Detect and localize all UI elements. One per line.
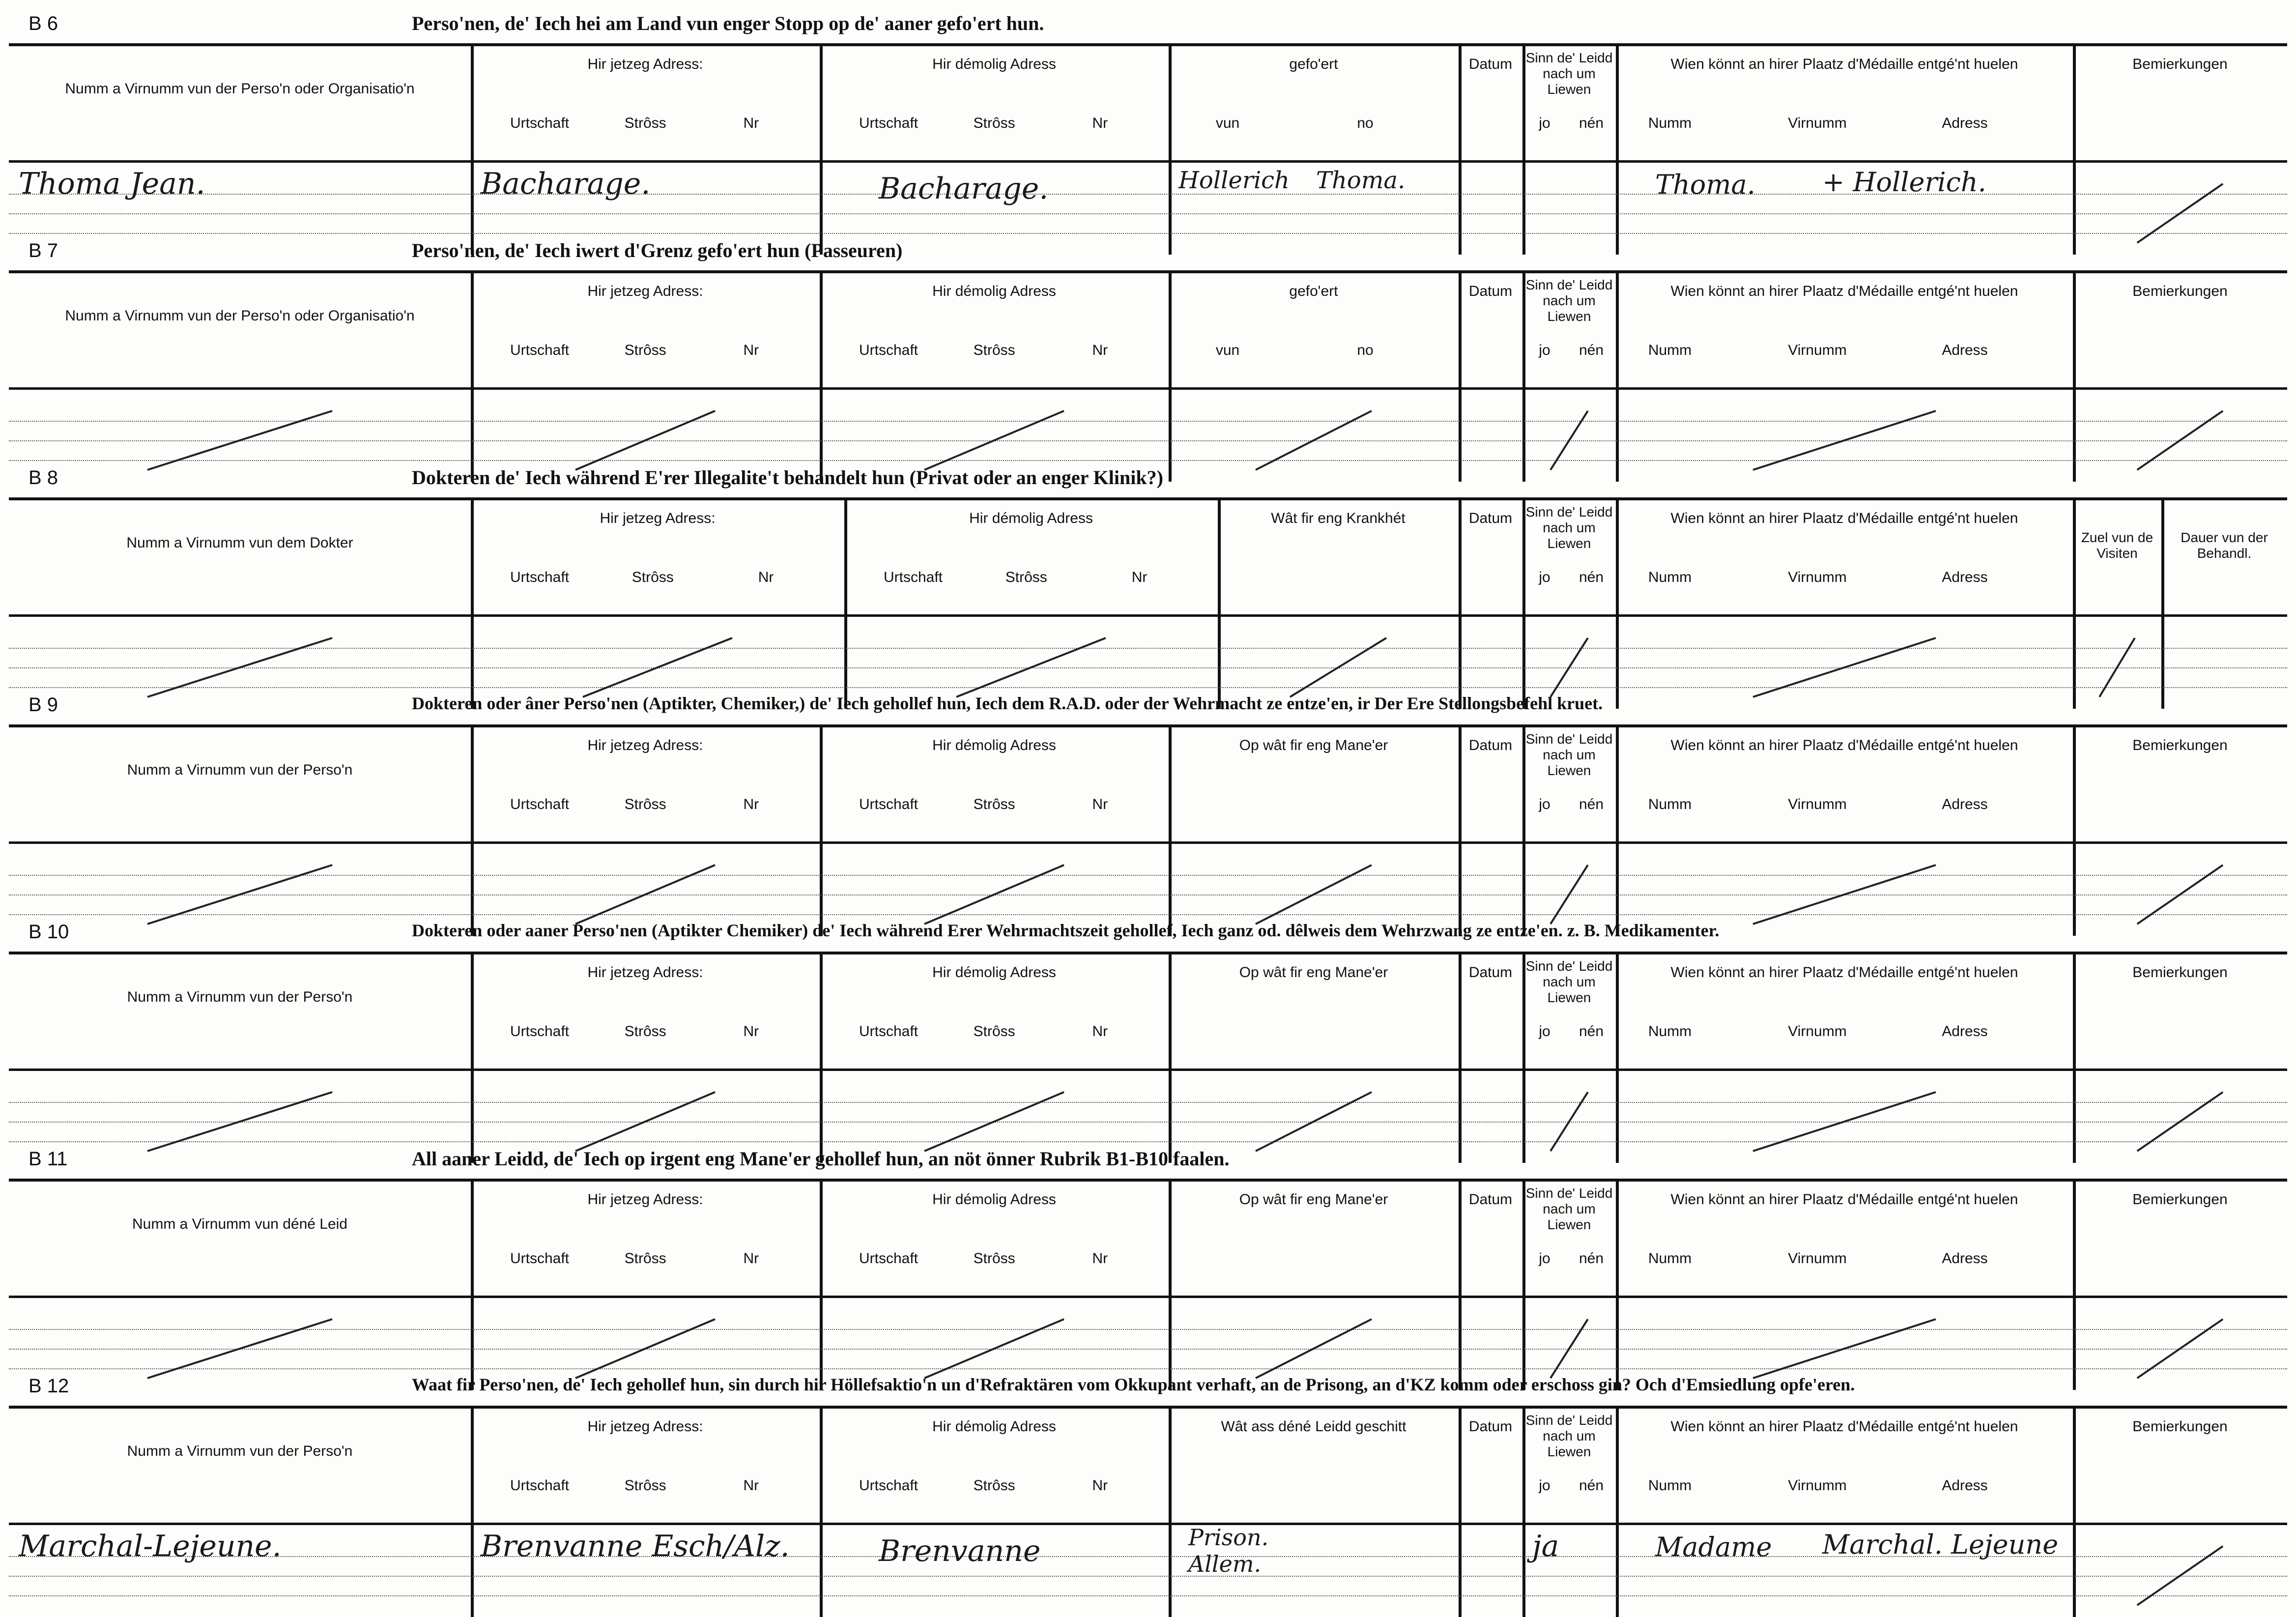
- address-sub-nr: Nr: [758, 569, 774, 585]
- column-alive: Sinn de' Leidd nach um Liewen: [1525, 504, 1613, 551]
- address-sub-nr: Nr: [743, 342, 759, 358]
- alive-yes: jo: [1539, 1250, 1550, 1267]
- cancel-stroke: [147, 638, 332, 697]
- cancel-stroke: [2137, 184, 2223, 243]
- section-title: Waat fir Perso'nen, de' Iech gehollef hun, sin durch hir Höllefsaktio'n un d'Refraktären vom Okkupant verhaft, an de Prisong, an d'KZ komm oder erschoss gin? Och d'Emsiedlung opfe'eren.: [412, 1375, 1855, 1394]
- cancel-stroke: [924, 411, 1064, 470]
- alive-yes: jo: [1539, 115, 1550, 131]
- address-sub-strôss: Strôss: [624, 1023, 666, 1040]
- section-title: All aaner Leidd, de' Iech op irgent eng Mane'er gehollef hun, an nöt önner Rubrik B1-B10 faalen.: [412, 1148, 1230, 1170]
- cancel-stroke: [1753, 865, 1936, 924]
- cancel-stroke: [956, 638, 1106, 697]
- column-former-address: Hir démolig Adress: [932, 283, 1056, 299]
- sub-from: vun: [1215, 115, 1240, 131]
- section-title-bar: [9, 462, 2287, 500]
- section-b12: [9, 1370, 2287, 1597]
- column-former-address: Hir démolig Adress: [932, 56, 1056, 72]
- column-former-address: Hir démolig Adress: [932, 1191, 1056, 1208]
- cancel-stroke: [583, 638, 732, 697]
- address-sub-strôss: Strôss: [624, 1250, 666, 1267]
- cancel-stroke: [924, 865, 1064, 924]
- section-title: Perso'nen, de' Iech hei am Land vun enger Stopp op de' aaner gefo'ert hun.: [412, 12, 1044, 34]
- section-b9: [9, 689, 2287, 916]
- column-alive: Sinn de' Leidd nach um Liewen: [1525, 50, 1613, 97]
- column-person: Numm a Virnumm vun dem Dokter: [126, 535, 353, 551]
- column-alive: Sinn de' Leidd nach um Liewen: [1525, 277, 1613, 324]
- alive-no: nén: [1578, 342, 1604, 358]
- medal-sub-virnumm: Virnumm: [1788, 796, 1847, 812]
- medal-sub-adress: Adress: [1942, 1250, 1988, 1267]
- column-current-address: Hir jetzeg Adress:: [587, 1191, 703, 1208]
- column-person: Numm a Virnumm vun der Perso'n oder Organisatio'n: [65, 81, 415, 97]
- cancel-strokes: [9, 500, 2287, 709]
- medal-sub-virnumm: Virnumm: [1788, 569, 1847, 585]
- entry-from: Hollerich: [1178, 167, 1290, 194]
- address-sub-nr: Nr: [743, 1477, 759, 1494]
- address-sub-strôss: Strôss: [973, 1023, 1015, 1040]
- address-sub-urtschaft: Urtschaft: [859, 1477, 918, 1494]
- entry-alive-yes: ja: [1532, 1529, 1559, 1563]
- column-current-address: Hir jetzeg Adress:: [587, 56, 703, 72]
- section-title: Dokteren oder âner Perso'nen (Aptikter, Chemiker,) de' Iech gehollef hun, Iech dem R.A.D. oder der Wehrmacht ze entze'en, ir Der Ere Stellongsbefehl kruet.: [412, 693, 1603, 713]
- column-remarks: Bemierkungen: [2132, 737, 2228, 753]
- column-person: Numm a Virnumm vun der Perso'n: [127, 1443, 353, 1459]
- cancel-stroke: [2137, 1546, 2223, 1605]
- address-sub-strôss: Strôss: [973, 115, 1015, 131]
- address-sub-nr: Nr: [743, 115, 759, 131]
- column-date: Datum: [1468, 56, 1513, 72]
- column-date: Datum: [1468, 964, 1513, 981]
- column-current-address: Hir jetzeg Adress:: [587, 964, 703, 981]
- section-grid: [9, 500, 2287, 709]
- medal-sub-virnumm: Virnumm: [1788, 1250, 1847, 1267]
- address-sub-nr: Nr: [1092, 1023, 1108, 1040]
- medal-sub-numm: Numm: [1648, 1250, 1692, 1267]
- alive-no: nén: [1578, 1250, 1604, 1267]
- entry-medal-address: + Hollerich.: [1822, 167, 1986, 198]
- column-former-address: Hir démolig Adress: [969, 510, 1093, 526]
- address-sub-nr: Nr: [1092, 796, 1108, 812]
- column-current-address: Hir jetzeg Adress:: [587, 283, 703, 299]
- column-medal: Wien könnt an hirer Plaatz d'Médaille entgé'nt huelen: [1670, 964, 2018, 981]
- section-grid: [9, 46, 2287, 255]
- section-title-bar: [9, 8, 2287, 46]
- column-medal: Wien könnt an hirer Plaatz d'Médaille entgé'nt huelen: [1670, 510, 2018, 526]
- address-sub-strôss: Strôss: [973, 342, 1015, 358]
- cancel-stroke: [924, 1319, 1064, 1378]
- column-date: Datum: [1468, 283, 1513, 299]
- address-sub-strôss: Strôss: [1005, 569, 1047, 585]
- cancel-strokes: [9, 727, 2287, 936]
- address-sub-nr: Nr: [743, 1023, 759, 1040]
- section-id: B 10: [29, 921, 69, 943]
- alive-no: nén: [1578, 1477, 1604, 1494]
- section-id: B 8: [29, 467, 58, 489]
- alive-yes: jo: [1539, 796, 1550, 812]
- address-sub-strôss: Strôss: [624, 796, 666, 812]
- address-sub-urtschaft: Urtschaft: [510, 1023, 570, 1040]
- sub-to: no: [1357, 342, 1374, 358]
- column-medal: Wien könnt an hirer Plaatz d'Médaille entgé'nt huelen: [1670, 1191, 2018, 1208]
- cancel-stroke: [147, 865, 332, 924]
- address-sub-urtschaft: Urtschaft: [859, 796, 918, 812]
- entry-former-address: Bacharage.: [879, 172, 1049, 206]
- section-title-bar: [9, 1143, 2287, 1182]
- column-medal: Wien könnt an hirer Plaatz d'Médaille entgé'nt huelen: [1670, 737, 2018, 753]
- entry-medal-name: Thoma.: [1655, 169, 1755, 200]
- alive-no: nén: [1578, 796, 1604, 812]
- address-sub-strôss: Strôss: [624, 342, 666, 358]
- column-current-address: Hir jetzeg Adress:: [587, 1418, 703, 1435]
- cancel-stroke: [575, 865, 715, 924]
- column-remarks: Bemierkungen: [2132, 964, 2228, 981]
- address-sub-nr: Nr: [1092, 342, 1108, 358]
- address-sub-nr: Nr: [743, 796, 759, 812]
- cancel-strokes: [9, 1182, 2287, 1390]
- form-page: [9, 8, 2287, 1600]
- medal-sub-adress: Adress: [1942, 1023, 1988, 1040]
- cancel-strokes: [9, 1409, 2287, 1617]
- address-sub-strôss: Strôss: [973, 796, 1015, 812]
- section-b8: [9, 462, 2287, 689]
- alive-yes: jo: [1539, 569, 1550, 585]
- cancel-stroke: [2099, 638, 2135, 697]
- sub-to: no: [1357, 115, 1374, 131]
- medal-sub-numm: Numm: [1648, 796, 1692, 812]
- section-id: B 7: [29, 240, 58, 261]
- section-b6: [9, 8, 2287, 235]
- column-remarks: Bemierkungen: [2132, 56, 2228, 72]
- address-sub-urtschaft: Urtschaft: [883, 569, 943, 585]
- column-third: Op wât fir eng Mane'er: [1239, 1191, 1388, 1208]
- column-former-address: Hir démolig Adress: [932, 737, 1056, 753]
- cancel-stroke: [2137, 1092, 2223, 1151]
- cancel-stroke: [2137, 411, 2223, 470]
- column-medal: Wien könnt an hirer Plaatz d'Médaille entgé'nt huelen: [1670, 1418, 2018, 1435]
- address-sub-strôss: Strôss: [973, 1250, 1015, 1267]
- address-sub-nr: Nr: [1092, 115, 1108, 131]
- address-sub-strôss: Strôss: [624, 1477, 666, 1494]
- column-alive: Sinn de' Leidd nach um Liewen: [1525, 1413, 1613, 1459]
- medal-sub-adress: Adress: [1942, 1477, 1988, 1494]
- column-third: Wât ass déné Leidd geschitt: [1221, 1418, 1406, 1435]
- column-remarks: Bemierkungen: [2132, 1191, 2228, 1208]
- column-date: Datum: [1468, 1191, 1513, 1208]
- column-visits: Zuel vun de Visiten: [2081, 530, 2153, 561]
- entry-current-address: Bacharage.: [481, 167, 651, 201]
- medal-sub-adress: Adress: [1942, 342, 1988, 358]
- address-sub-urtschaft: Urtschaft: [510, 1250, 570, 1267]
- column-medal: Wien könnt an hirer Plaatz d'Médaille entgé'nt huelen: [1670, 283, 2018, 299]
- section-id: B 12: [29, 1375, 69, 1397]
- medal-sub-adress: Adress: [1942, 569, 1988, 585]
- cancel-stroke: [1550, 1319, 1588, 1378]
- section-b7: [9, 235, 2287, 462]
- entry-medal-name: Madame: [1655, 1531, 1772, 1562]
- cancel-stroke: [147, 411, 332, 470]
- cancel-stroke: [1753, 411, 1936, 470]
- cancel-stroke: [575, 1092, 715, 1151]
- cancel-strokes: [9, 46, 2287, 255]
- column-former-address: Hir démolig Adress: [932, 1418, 1056, 1435]
- section-title-bar: [9, 916, 2287, 954]
- entry-medal-address: Marchal. Lejeune: [1822, 1529, 2059, 1560]
- address-sub-strôss: Strôss: [631, 569, 674, 585]
- column-alive: Sinn de' Leidd nach um Liewen: [1525, 731, 1613, 778]
- alive-yes: jo: [1539, 1023, 1550, 1040]
- alive-no: nén: [1578, 115, 1604, 131]
- entry-former-address: Brenvanne: [879, 1534, 1041, 1568]
- column-date: Datum: [1468, 737, 1513, 753]
- column-date: Datum: [1468, 1418, 1513, 1435]
- section-title: Dokteren oder aaner Perso'nen (Aptikter Chemiker) de' Iech während Erer Wehrmachtszeit gehollef, Iech ganz od. dêlweis dem Wehrzwang ze entze'en. z. B. Medikamenter.: [412, 921, 1720, 940]
- section-id: B 9: [29, 694, 58, 716]
- cancel-stroke: [1550, 865, 1588, 924]
- address-sub-urtschaft: Urtschaft: [510, 342, 570, 358]
- section-id: B 6: [29, 13, 58, 34]
- cancel-stroke: [1256, 1319, 1372, 1378]
- section-title: Dokteren de' Iech während E'rer Illegalite't behandelt hun (Privat oder an enger Klinik?): [412, 466, 1163, 489]
- alive-no: nén: [1578, 1023, 1604, 1040]
- medal-sub-numm: Numm: [1648, 569, 1692, 585]
- column-duration: Dauer vun der Behandl.: [2181, 530, 2268, 561]
- address-sub-nr: Nr: [1131, 569, 1148, 585]
- section-title-bar: [9, 689, 2287, 727]
- cancel-strokes: [9, 273, 2287, 482]
- column-third: Op wât fir eng Mane'er: [1239, 737, 1388, 753]
- address-sub-urtschaft: Urtschaft: [510, 1477, 570, 1494]
- cancel-stroke: [1256, 1092, 1372, 1151]
- column-medal: Wien könnt an hirer Plaatz d'Médaille entgé'nt huelen: [1670, 56, 2018, 72]
- cancel-stroke: [1753, 1319, 1936, 1378]
- section-b10: [9, 916, 2287, 1143]
- address-sub-urtschaft: Urtschaft: [510, 569, 570, 585]
- cancel-stroke: [2137, 865, 2223, 924]
- column-alive: Sinn de' Leidd nach um Liewen: [1525, 1185, 1613, 1232]
- section-grid: [9, 273, 2287, 482]
- cancel-stroke: [1550, 411, 1588, 470]
- section-title: Perso'nen, de' Iech iwert d'Grenz gefo'ert hun (Passeuren): [412, 239, 903, 261]
- medal-sub-adress: Adress: [1942, 115, 1988, 131]
- medal-sub-adress: Adress: [1942, 796, 1988, 812]
- cancel-stroke: [2137, 1319, 2223, 1378]
- sub-from: vun: [1215, 342, 1240, 358]
- column-remarks: Bemierkungen: [2132, 283, 2228, 299]
- medal-sub-virnumm: Virnumm: [1788, 1477, 1847, 1494]
- address-sub-strôss: Strôss: [624, 115, 666, 131]
- medal-sub-numm: Numm: [1648, 1477, 1692, 1494]
- medal-sub-virnumm: Virnumm: [1788, 115, 1847, 131]
- section-title-bar: [9, 235, 2287, 273]
- column-person: Numm a Virnumm vun déné Leid: [132, 1216, 347, 1232]
- cancel-stroke: [147, 1092, 332, 1151]
- medal-sub-numm: Numm: [1648, 1023, 1692, 1040]
- column-former-address: Hir démolig Adress: [932, 964, 1056, 981]
- column-person: Numm a Virnumm vun der Perso'n: [127, 989, 353, 1005]
- column-person: Numm a Virnumm vun der Perso'n: [127, 762, 353, 778]
- cancel-stroke: [1753, 638, 1936, 697]
- column-third: gefo'ert: [1289, 283, 1338, 299]
- address-sub-nr: Nr: [743, 1250, 759, 1267]
- column-date: Datum: [1468, 510, 1513, 526]
- address-sub-urtschaft: Urtschaft: [510, 796, 570, 812]
- address-sub-urtschaft: Urtschaft: [859, 115, 918, 131]
- cancel-strokes: [9, 954, 2287, 1163]
- section-title-bar: [9, 1370, 2287, 1409]
- medal-sub-virnumm: Virnumm: [1788, 342, 1847, 358]
- column-third: gefo'ert: [1289, 56, 1338, 72]
- cancel-stroke: [1550, 1092, 1588, 1151]
- cancel-stroke: [1550, 638, 1588, 697]
- cancel-stroke: [1753, 1092, 1936, 1151]
- column-current-address: Hir jetzeg Adress:: [587, 737, 703, 753]
- address-sub-strôss: Strôss: [973, 1477, 1015, 1494]
- section-grid: [9, 727, 2287, 936]
- column-third: Op wât fir eng Mane'er: [1239, 964, 1388, 981]
- medal-sub-numm: Numm: [1648, 342, 1692, 358]
- section-b11: [9, 1143, 2287, 1370]
- medal-sub-numm: Numm: [1648, 115, 1692, 131]
- cancel-stroke: [575, 411, 715, 470]
- cancel-stroke: [1290, 638, 1386, 697]
- column-third: Wât fir eng Krankhét: [1271, 510, 1406, 526]
- section-grid: [9, 954, 2287, 1163]
- address-sub-urtschaft: Urtschaft: [859, 1023, 918, 1040]
- cancel-stroke: [924, 1092, 1064, 1151]
- section-id: B 11: [29, 1148, 68, 1170]
- cancel-stroke: [147, 1319, 332, 1378]
- column-alive: Sinn de' Leidd nach um Liewen: [1525, 958, 1613, 1005]
- section-grid: [9, 1182, 2287, 1390]
- medal-sub-virnumm: Virnumm: [1788, 1023, 1847, 1040]
- entry-person: Thoma Jean.: [19, 167, 205, 201]
- cancel-stroke: [575, 1319, 715, 1378]
- column-remarks: Bemierkungen: [2132, 1418, 2228, 1435]
- alive-no: nén: [1578, 569, 1604, 585]
- alive-yes: jo: [1539, 342, 1550, 358]
- address-sub-urtschaft: Urtschaft: [510, 115, 570, 131]
- column-person: Numm a Virnumm vun der Perso'n oder Organisatio'n: [65, 308, 415, 324]
- cancel-stroke: [1256, 865, 1372, 924]
- alive-yes: jo: [1539, 1477, 1550, 1494]
- column-current-address: Hir jetzeg Adress:: [600, 510, 716, 526]
- address-sub-urtschaft: Urtschaft: [859, 1250, 918, 1267]
- address-sub-nr: Nr: [1092, 1477, 1108, 1494]
- section-grid: [9, 1409, 2287, 1617]
- address-sub-urtschaft: Urtschaft: [859, 342, 918, 358]
- entry-current-address: Brenvanne Esch/Alz.: [481, 1529, 790, 1563]
- cancel-stroke: [1256, 411, 1372, 470]
- address-sub-nr: Nr: [1092, 1250, 1108, 1267]
- entry-to: Thoma.: [1316, 167, 1406, 194]
- entry-fate: Prison. Allem.: [1188, 1524, 1269, 1577]
- entry-person: Marchal-Lejeune.: [19, 1529, 282, 1563]
